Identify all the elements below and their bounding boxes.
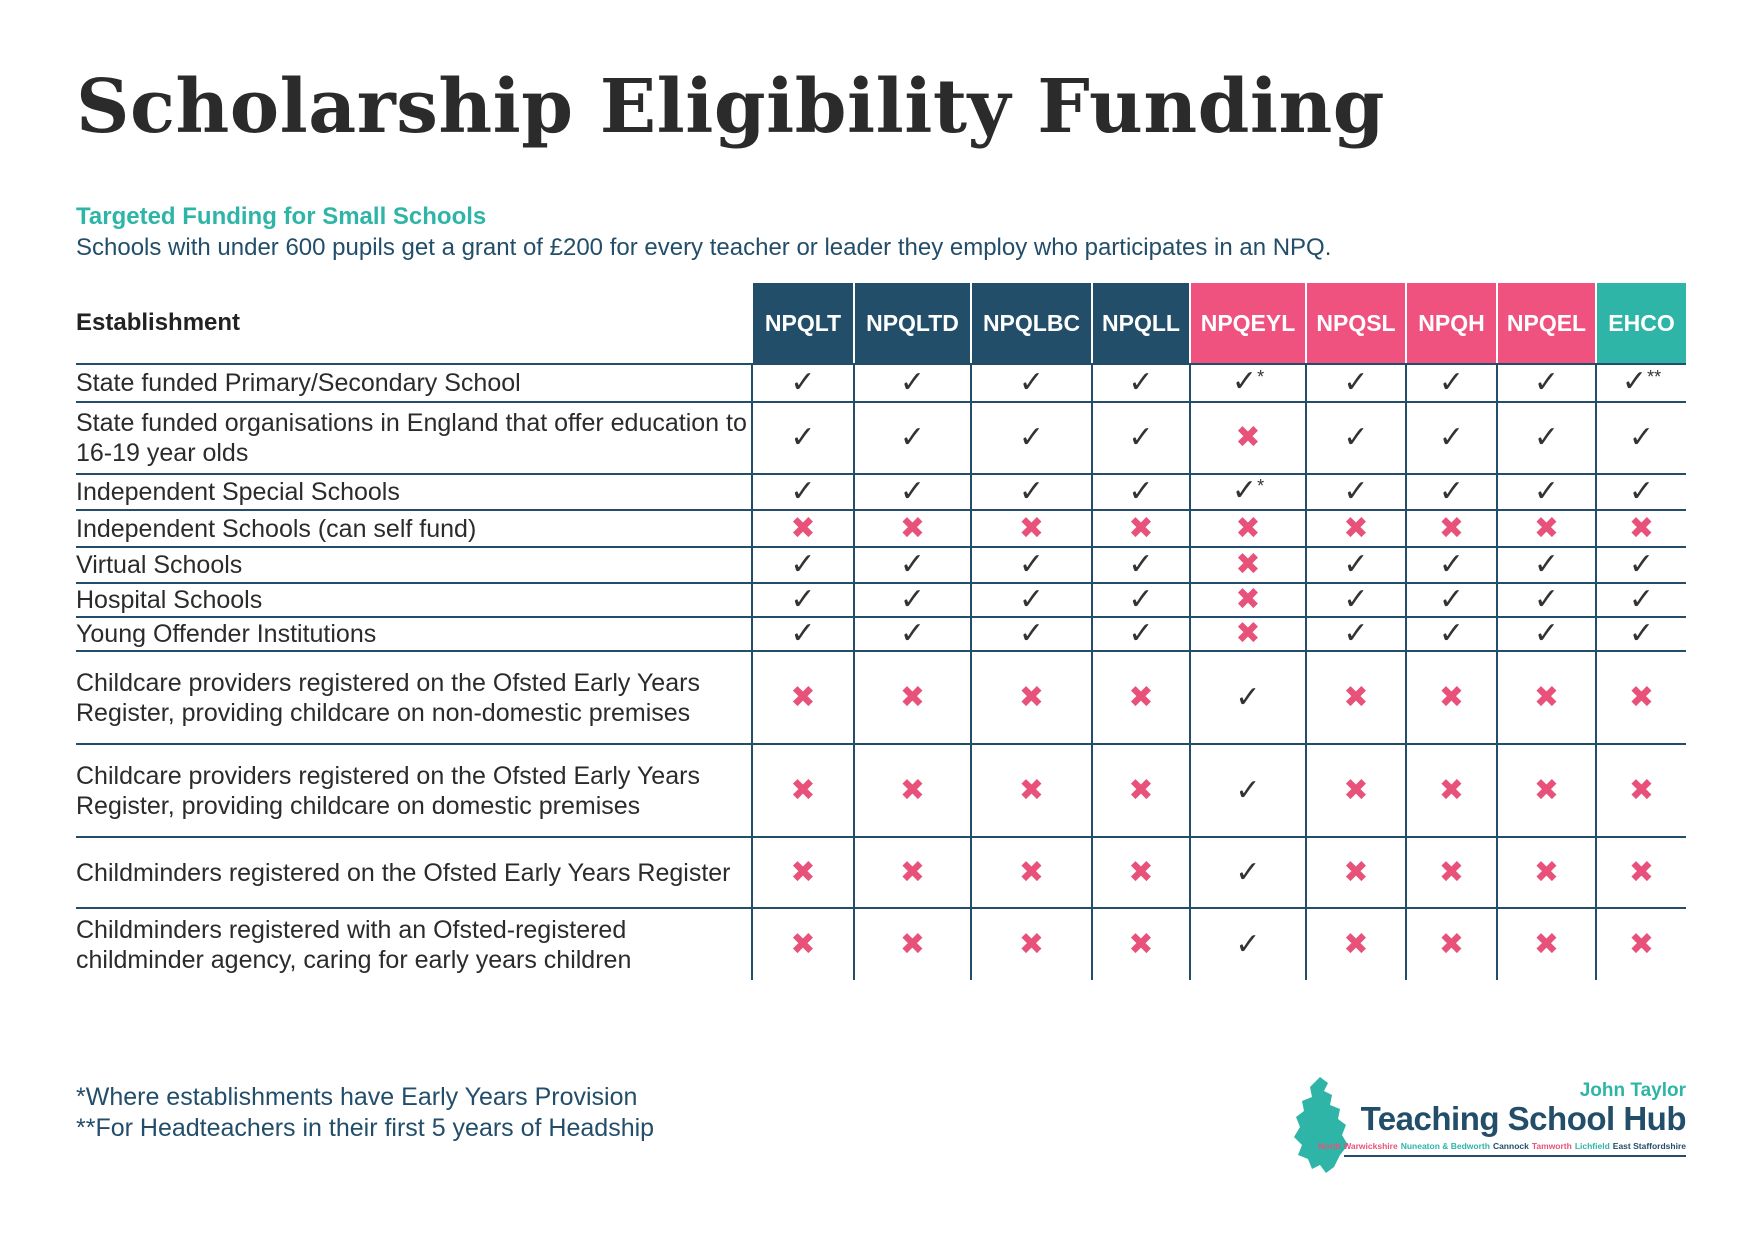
check-icon: ✓: [790, 616, 816, 651]
check-icon: ✓: [790, 547, 816, 582]
logo-area-name: East Staffordshire: [1612, 1141, 1686, 1151]
eligibility-cell: [1596, 364, 1686, 402]
eligibility-cell: [1406, 510, 1497, 547]
eligibility-table: [76, 283, 1686, 980]
check-icon: ✓: [899, 547, 926, 582]
table-row: [76, 510, 1686, 547]
column-header-npqh: NPQH: [1406, 283, 1497, 364]
establishment-label: State funded Primary/Secondary School: [76, 364, 752, 402]
column-header-npqsl: NPQSL: [1306, 283, 1406, 364]
establishment-label: Childcare providers registered on the Ofsted Early Years Register, providing childcare on non-domestic premises: [76, 651, 752, 744]
column-header-npqeyl: NPQEYL: [1190, 283, 1306, 364]
eligibility-cell: [1596, 547, 1686, 583]
check-icon: ✓: [1128, 582, 1154, 617]
eligibility-cell: [1190, 583, 1306, 617]
eligibility-cell: [1406, 651, 1497, 744]
eligibility-cell: [854, 364, 971, 402]
cross-icon: ✖: [1235, 547, 1261, 582]
check-icon: ✓: [1235, 854, 1261, 890]
eligibility-cell: [1596, 510, 1686, 547]
eligibility-cell: [854, 583, 971, 617]
cross-icon: ✖: [1128, 679, 1154, 715]
cross-icon: ✖: [1628, 926, 1655, 962]
eligibility-cell: [1596, 474, 1686, 510]
eligibility-cell: [1092, 908, 1190, 980]
establishment-label: Childcare providers registered on the Ofsted Early Years Register, providing childcare on domestic premises: [76, 744, 752, 837]
check-icon: ✓: [1628, 616, 1655, 651]
logo-areas: [1315, 1141, 1686, 1151]
column-header-npqlt: NPQLT: [752, 283, 854, 364]
subtitle: Targeted Funding for Small Schools: [76, 203, 487, 230]
cross-icon: ✖: [1128, 510, 1154, 546]
eligibility-cell: [752, 908, 854, 980]
check-icon: ✓: [1231, 363, 1258, 399]
eligibility-cell: [971, 837, 1092, 908]
eligibility-cell: [1092, 364, 1190, 402]
table-row: [76, 402, 1686, 474]
check-icon: ✓: [1533, 474, 1560, 509]
eligibility-cell: [1406, 837, 1497, 908]
column-header-npqll: NPQLL: [1092, 283, 1190, 364]
eligibility-cell: [1596, 617, 1686, 651]
check-icon: ✓: [899, 474, 926, 509]
establishment-label: State funded organisations in England that offer education to 16-19 year olds: [76, 402, 752, 474]
footnote-marker: *: [1257, 475, 1265, 496]
table-row: [76, 744, 1686, 837]
check-icon: ✓: [1235, 772, 1261, 808]
eligibility-cell: [1497, 474, 1596, 510]
cross-icon: ✖: [1628, 854, 1655, 890]
table-row: [76, 364, 1686, 402]
eligibility-cell: [1497, 908, 1596, 980]
check-icon: ✓: [1343, 420, 1369, 455]
cross-icon: ✖: [1343, 854, 1369, 890]
eligibility-cell: [1092, 547, 1190, 583]
eligibility-cell: [1306, 744, 1406, 837]
eligibility-cell: [1596, 402, 1686, 474]
eligibility-cell: [854, 744, 971, 837]
cross-icon: ✖: [899, 854, 926, 890]
column-header-ehco: EHCO: [1596, 283, 1686, 364]
eligibility-cell: [1092, 837, 1190, 908]
eligibility-cell: [1092, 744, 1190, 837]
footnotes: [76, 1082, 654, 1144]
check-icon: ✓: [899, 365, 926, 400]
eligibility-cell: [1092, 651, 1190, 744]
check-icon: ✓: [1533, 420, 1560, 455]
logo-rule: [1344, 1155, 1686, 1157]
cross-icon: ✖: [1438, 510, 1465, 546]
check-icon: ✓: [1533, 616, 1560, 651]
eligibility-cell: [1406, 583, 1497, 617]
cross-icon: ✖: [1533, 679, 1560, 715]
cross-icon: ✖: [1128, 772, 1154, 808]
cross-icon: ✖: [1533, 772, 1560, 808]
eligibility-cell: [1306, 364, 1406, 402]
eligibility-cell: [1406, 744, 1497, 837]
table-body: [76, 364, 1686, 980]
cross-icon: ✖: [899, 772, 926, 808]
eligibility-cell: [1497, 837, 1596, 908]
table-row: [76, 474, 1686, 510]
cross-icon: ✖: [899, 679, 926, 715]
cross-icon: ✖: [899, 926, 926, 962]
eligibility-cell: [971, 617, 1092, 651]
logo-area-name: Lichfield: [1574, 1141, 1610, 1151]
cross-icon: ✖: [1235, 582, 1261, 617]
eligibility-cell: [971, 402, 1092, 474]
column-header-npqltd: NPQLTD: [854, 283, 971, 364]
cross-icon: ✖: [1438, 926, 1465, 962]
column-header-npqel: NPQEL: [1497, 283, 1596, 364]
cross-icon: ✖: [1018, 772, 1045, 808]
eligibility-cell: [1306, 651, 1406, 744]
cross-icon: ✖: [1628, 772, 1655, 808]
table-row: [76, 583, 1686, 617]
cross-icon: ✖: [790, 772, 816, 808]
establishment-label: Young Offender Institutions: [76, 617, 752, 651]
eligibility-cell: [1306, 474, 1406, 510]
eligibility-cell: [971, 908, 1092, 980]
eligibility-cell: [1306, 402, 1406, 474]
check-icon: ✓: [790, 420, 816, 455]
eligibility-cell: [752, 617, 854, 651]
cross-icon: ✖: [1018, 854, 1045, 890]
eligibility-cell: [854, 837, 971, 908]
check-icon: ✓: [1438, 616, 1465, 651]
eligibility-cell: [1092, 510, 1190, 547]
cross-icon: ✖: [1018, 510, 1045, 546]
eligibility-cell: [971, 474, 1092, 510]
cross-icon: ✖: [1128, 854, 1154, 890]
cross-icon: ✖: [1235, 420, 1261, 455]
hub-logo: [1290, 1070, 1690, 1180]
check-icon: ✓: [1533, 365, 1560, 400]
cross-icon: ✖: [1235, 510, 1261, 546]
eligibility-cell: [971, 744, 1092, 837]
logo-area-name: Tamworth: [1531, 1141, 1572, 1151]
check-icon: ✓: [899, 582, 926, 617]
check-icon: ✓: [1231, 472, 1258, 508]
eligibility-cell: [1596, 583, 1686, 617]
eligibility-cell: [1190, 547, 1306, 583]
eligibility-cell: [1190, 617, 1306, 651]
check-icon: ✓: [1018, 365, 1045, 400]
check-icon: ✓: [1018, 547, 1045, 582]
eligibility-cell: [1306, 908, 1406, 980]
eligibility-cell: [1406, 617, 1497, 651]
eligibility-cell: [1497, 547, 1596, 583]
eligibility-cell: [1190, 908, 1306, 980]
check-icon: ✓: [1438, 474, 1465, 509]
eligibility-cell: [1190, 364, 1306, 402]
eligibility-cell: [1596, 837, 1686, 908]
eligibility-cell: [1497, 744, 1596, 837]
eligibility-cell: [752, 744, 854, 837]
cross-icon: ✖: [1438, 854, 1465, 890]
eligibility-cell: [971, 364, 1092, 402]
establishment-label: Hospital Schools: [76, 583, 752, 617]
eligibility-cell: [752, 583, 854, 617]
cross-icon: ✖: [1235, 616, 1261, 651]
eligibility-cell: [1596, 651, 1686, 744]
check-icon: ✓: [1018, 616, 1045, 651]
eligibility-cell: [854, 474, 971, 510]
footnote-marker: *: [1257, 366, 1265, 387]
eligibility-cell: [1497, 651, 1596, 744]
check-icon: ✓: [1438, 582, 1465, 617]
cross-icon: ✖: [1018, 926, 1045, 962]
eligibility-cell: [1497, 510, 1596, 547]
logo-area-name: Nuneaton & Bedworth: [1400, 1141, 1490, 1151]
intro-text: Schools with under 600 pupils get a grant of £200 for every teacher or leader they employ who participates in an NPQ.: [76, 234, 1332, 261]
cross-icon: ✖: [790, 926, 816, 962]
check-icon: ✓: [1018, 420, 1045, 455]
check-icon: ✓: [1628, 474, 1655, 509]
column-header-npqlbc: NPQLBC: [971, 283, 1092, 364]
check-icon: ✓: [790, 365, 816, 400]
eligibility-cell: [1092, 583, 1190, 617]
footnote-early-years: *Where establishments have Early Years Provision: [76, 1083, 638, 1111]
check-icon: ✓: [790, 582, 816, 617]
cross-icon: ✖: [899, 510, 926, 546]
eligibility-cell: [1092, 402, 1190, 474]
check-icon: ✓: [1438, 420, 1465, 455]
eligibility-cell: [1306, 837, 1406, 908]
logo-area-name: North Warwickshire: [1318, 1141, 1398, 1151]
eligibility-cell: [854, 908, 971, 980]
eligibility-cell: [1092, 617, 1190, 651]
check-icon: ✓: [1343, 616, 1369, 651]
table-row: [76, 651, 1686, 744]
check-icon: ✓: [1128, 474, 1154, 509]
eligibility-cell: [752, 402, 854, 474]
logo-line-2: Teaching School Hub: [1360, 1100, 1686, 1137]
table-row: [76, 837, 1686, 908]
check-icon: ✓: [1128, 365, 1154, 400]
eligibility-cell: [1596, 744, 1686, 837]
footnote-headteachers: **For Headteachers in their first 5 years of Headship: [76, 1114, 655, 1142]
cross-icon: ✖: [1343, 772, 1369, 808]
check-icon: ✓: [790, 474, 816, 509]
eligibility-cell: [752, 837, 854, 908]
check-icon: ✓: [1235, 926, 1261, 962]
cross-icon: ✖: [1438, 772, 1465, 808]
eligibility-cell: [1306, 510, 1406, 547]
eligibility-cell: [1497, 583, 1596, 617]
check-icon: ✓: [1533, 582, 1560, 617]
establishment-label: Independent Schools (can self fund): [76, 510, 752, 547]
region-map-icon: [1290, 1075, 1354, 1175]
check-icon: ✓: [1628, 420, 1655, 455]
cross-icon: ✖: [1628, 510, 1655, 546]
eligibility-cell: [752, 474, 854, 510]
logo-area-name: Cannock: [1492, 1141, 1529, 1151]
eligibility-cell: [854, 510, 971, 547]
cross-icon: ✖: [790, 510, 816, 546]
check-icon: ✓: [1621, 363, 1648, 399]
eligibility-cell: [1497, 617, 1596, 651]
eligibility-cell: [1406, 364, 1497, 402]
table-row: [76, 617, 1686, 651]
establishment-label: Virtual Schools: [76, 547, 752, 583]
eligibility-cell: [1306, 617, 1406, 651]
eligibility-cell: [854, 402, 971, 474]
check-icon: ✓: [1343, 547, 1369, 582]
establishment-label: Independent Special Schools: [76, 474, 752, 510]
cross-icon: ✖: [790, 679, 816, 715]
eligibility-cell: [752, 364, 854, 402]
check-icon: ✓: [1018, 582, 1045, 617]
eligibility-cell: [1306, 583, 1406, 617]
eligibility-cell: [1406, 908, 1497, 980]
cross-icon: ✖: [1018, 679, 1045, 715]
eligibility-cell: [1497, 364, 1596, 402]
eligibility-cell: [971, 583, 1092, 617]
cross-icon: ✖: [1343, 510, 1369, 546]
eligibility-cell: [971, 547, 1092, 583]
table-header-row: [76, 283, 1686, 364]
establishment-header: Establishment: [76, 283, 752, 364]
eligibility-cell: [1306, 547, 1406, 583]
table-row: [76, 908, 1686, 980]
eligibility-cell: [1190, 510, 1306, 547]
check-icon: ✓: [1533, 547, 1560, 582]
cross-icon: ✖: [1533, 926, 1560, 962]
check-icon: ✓: [1438, 547, 1465, 582]
eligibility-cell: [971, 651, 1092, 744]
eligibility-cell: [1190, 474, 1306, 510]
footnote-marker: **: [1647, 366, 1662, 387]
logo-line-1: John Taylor: [1579, 1080, 1686, 1101]
eligibility-cell: [1596, 908, 1686, 980]
check-icon: ✓: [1343, 582, 1369, 617]
eligibility-cell: [1497, 402, 1596, 474]
check-icon: ✓: [1628, 547, 1655, 582]
check-icon: ✓: [1018, 474, 1045, 509]
cross-icon: ✖: [1533, 510, 1560, 546]
check-icon: ✓: [1438, 365, 1465, 400]
page-title: Scholarship Eligibility Funding: [76, 64, 1386, 150]
check-icon: ✓: [899, 616, 926, 651]
cross-icon: ✖: [1533, 854, 1560, 890]
check-icon: ✓: [1128, 420, 1154, 455]
eligibility-cell: [854, 651, 971, 744]
cross-icon: ✖: [1343, 926, 1369, 962]
establishment-label: Childminders registered on the Ofsted Early Years Register: [76, 837, 752, 908]
eligibility-cell: [854, 547, 971, 583]
table-row: [76, 547, 1686, 583]
check-icon: ✓: [1128, 547, 1154, 582]
eligibility-cell: [1092, 474, 1190, 510]
cross-icon: ✖: [1343, 679, 1369, 715]
cross-icon: ✖: [1628, 679, 1655, 715]
eligibility-cell: [752, 510, 854, 547]
check-icon: ✓: [899, 420, 926, 455]
eligibility-cell: [1406, 547, 1497, 583]
eligibility-cell: [854, 617, 971, 651]
eligibility-cell: [1406, 402, 1497, 474]
check-icon: ✓: [1235, 679, 1261, 715]
eligibility-cell: [1190, 651, 1306, 744]
check-icon: ✓: [1343, 474, 1369, 509]
cross-icon: ✖: [790, 854, 816, 890]
eligibility-cell: [1190, 402, 1306, 474]
cross-icon: ✖: [1438, 679, 1465, 715]
eligibility-cell: [1190, 744, 1306, 837]
eligibility-cell: [752, 547, 854, 583]
eligibility-cell: [971, 510, 1092, 547]
check-icon: ✓: [1628, 582, 1655, 617]
eligibility-cell: [1406, 474, 1497, 510]
eligibility-cell: [1190, 837, 1306, 908]
check-icon: ✓: [1343, 365, 1369, 400]
cross-icon: ✖: [1128, 926, 1154, 962]
check-icon: ✓: [1128, 616, 1154, 651]
establishment-label: Childminders registered with an Ofsted-registered childminder agency, caring for early years children: [76, 915, 632, 974]
eligibility-cell: [752, 651, 854, 744]
